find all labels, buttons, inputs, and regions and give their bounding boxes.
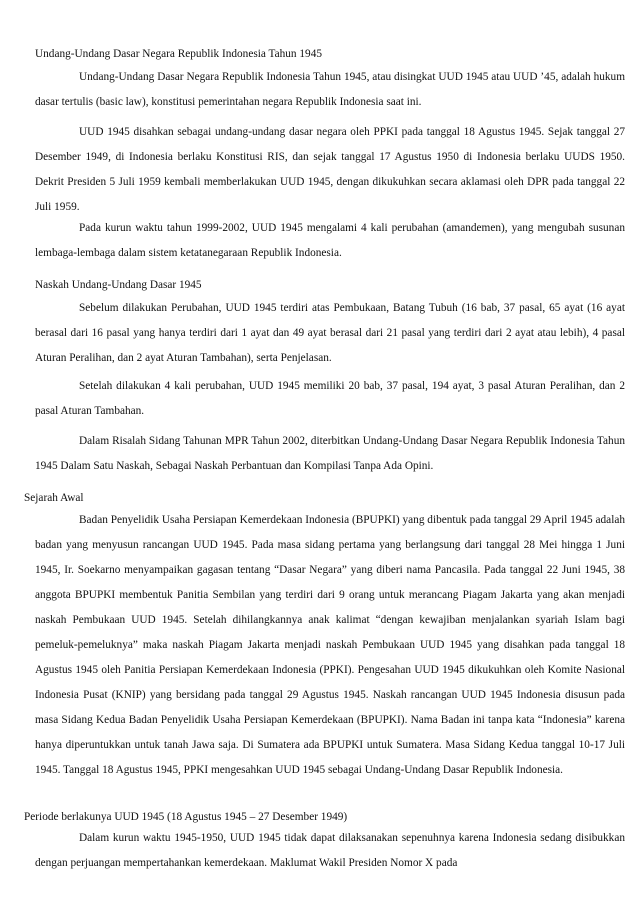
heading-sejarah-awal: Sejarah Awal: [24, 492, 84, 504]
paragraph-definition: Undang-Undang Dasar Negara Republik Indonesia Tahun 1945, atau disingkat UUD 1945 atau UUD ’45, adalah hukum dasar tertulis (basic law), konstitusi pemerintahan negara Republik Indonesia saat ini.: [35, 71, 625, 108]
paragraph-sebelum-perubahan: Sebelum dilakukan Perubahan, UUD 1945 terdiri atas Pembukaan, Batang Tubuh (16 bab, 37 pasal, 65 ayat (16 ayat berasal dari 16 pasal yang hanya terdiri dari 1 ayat dan 49 ayat berasal dari 21 pasal yang terdiri dari 2 ayat atau lebih), 4 pasal Aturan Peralihan, dan 2 ayat Aturan Tambahan), serta Penjelasan.: [35, 302, 625, 364]
paragraph-sejarah: Badan Penyelidik Usaha Persiapan Kemerdekaan Indonesia (BPUPKI) yang dibentuk pada tanggal 29 April 1945 adalah badan yang menyusun rancangan UUD 1945. Pada masa sidang pertama yang berlangsung dari tanggal 28 Mei hingga 1 Juni 1945, Ir. Soekarno menyampaikan gagasan tentang “Dasar Negara” yang diberi nama Pancasila. Pada tanggal 22 Juni 1945, 38 anggota BPUPKI membentuk Panitia Sembilan yang terdiri dari 9 orang untuk merancang Piagam Jakarta yang akan menjadi naskah Pembukaan UUD 1945. Setelah dihilangkannya anak kalimat “dengan kewajiban menjalankan syariah Islam bagi pemeluk-pemeluknya” maka naskah Piagam Jakarta menjadi naskah Pembukaan UUD 1945 yang disahkan pada tanggal 18 Agustus 1945 oleh Panitia Persiapan Kemerdekaan Indonesia (PPKI). Pengesahan UUD 1945 dikukuhkan oleh Komite Nasional Indonesia Pusat (KNIP) yang bersidang pada tanggal 29 Agustus 1945. Naskah rancangan UUD 1945 Indonesia disusun pada masa Sidang Kedua Badan Penyelidik Usaha Persiapan Kemerdekaan (BPUPKI). Nama Badan ini tanpa kata “Indonesia” karena hanya diperuntukkan untuk tanah Jawa saja. Di Sumatera ada BPUPKI untuk Sumatera. Masa Sidang Kedua tanggal 10-17 Juli 1945. Tanggal 18 Agustus 1945, PPKI mengesahkan UUD 1945 sebagai Undang-Undang Dasar Republik Indonesia.: [35, 514, 625, 776]
paragraph-risalah-sidang: Dalam Risalah Sidang Tahunan MPR Tahun 2002, diterbitkan Undang-Undang Dasar Negara Republik Indonesia Tahun 1945 Dalam Satu Naskah, Sebagai Naskah Perbantuan dan Kompilasi Tanpa Ada Opini.: [35, 435, 625, 472]
paragraph-amandemen: Pada kurun waktu tahun 1999-2002, UUD 1945 mengalami 4 kali perubahan (amandemen), yang mengubah susunan lembaga-lembaga dalam sistem ketatanegaraan Republik Indonesia.: [35, 222, 625, 259]
heading-naskah: Naskah Undang-Undang Dasar 1945: [35, 279, 202, 291]
heading-uud-1945: Undang-Undang Dasar Negara Republik Indonesia Tahun 1945: [35, 48, 322, 60]
heading-periode-berlaku: Periode berlakunya UUD 1945 (18 Agustus 1945 – 27 Desember 1949): [24, 811, 348, 823]
paragraph-pengesahan: UUD 1945 disahkan sebagai undang-undang dasar negara oleh PPKI pada tanggal 18 Agustus 1945. Sejak tanggal 27 Desember 1949, di Indonesia berlaku Konstitusi RIS, dan sejak tanggal 17 Agustus 1950 di Indonesia berlaku UUDS 1950. Dekrit Presiden 5 Juli 1959 kembali memberlakukan UUD 1945, dengan dikukuhkan secara aklamasi oleh DPR pada tanggal 22 Juli 1959.: [35, 126, 625, 213]
paragraph-setelah-perubahan: Setelah dilakukan 4 kali perubahan, UUD 1945 memiliki 20 bab, 37 pasal, 194 ayat, 3 pasal Aturan Peralihan, dan 2 pasal Aturan Tambahan.: [35, 380, 625, 417]
paragraph-periode: Dalam kurun waktu 1945-1950, UUD 1945 tidak dapat dilaksanakan sepenuhnya karena Indonesia sedang disibukkan dengan perjuangan mempertahankan kemerdekaan. Maklumat Wakil Presiden Nomor X pada: [35, 832, 625, 869]
